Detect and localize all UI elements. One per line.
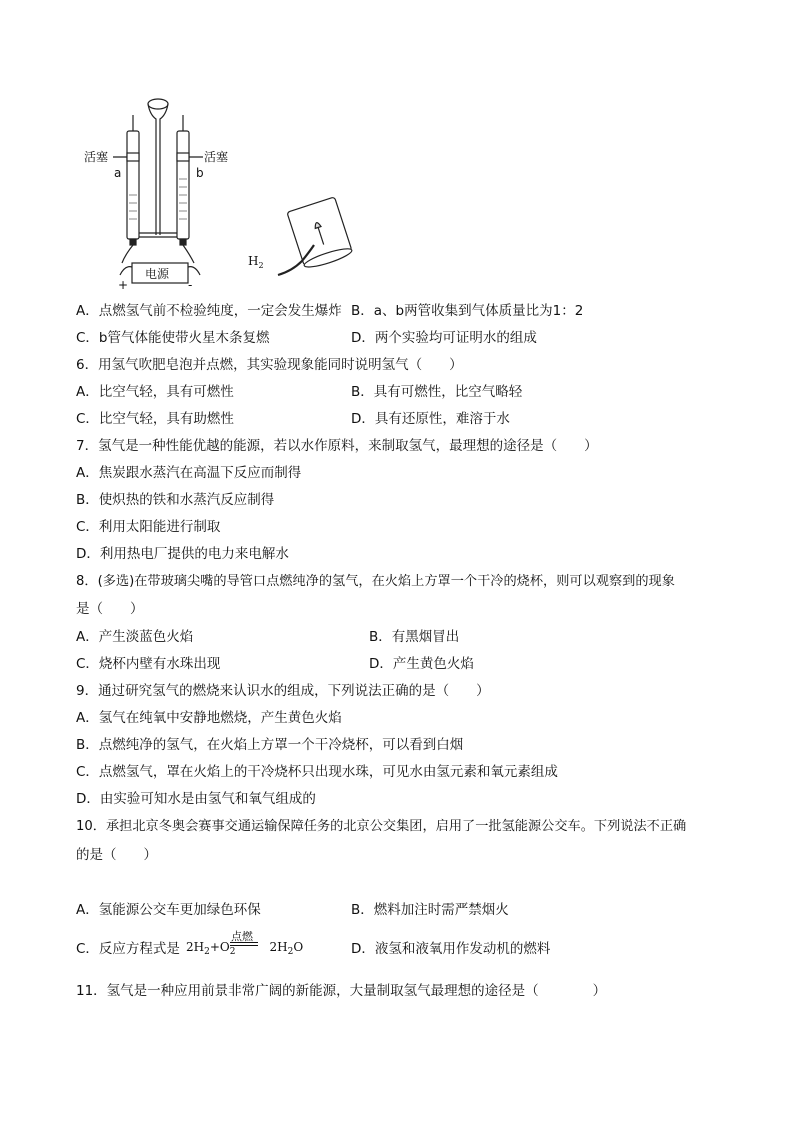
plus-label: + bbox=[118, 278, 129, 292]
valve-label-left: 活塞 bbox=[84, 150, 109, 164]
q5-option-b: B．a、b两管收集到气体质量比为1：2 bbox=[351, 303, 584, 319]
q6-option-b: B．具有可燃性，比空气略轻 bbox=[351, 384, 523, 400]
minus-label: - bbox=[188, 278, 193, 292]
q7-option-d: D．利用热电厂提供的电力来电解水 bbox=[76, 546, 289, 562]
q10-stem-line1: 10．承担北京冬奥会赛事交通运输保障任务的北京公交集团，启用了一批氢能源公交车。下列说法不正确 bbox=[76, 819, 687, 834]
h2-label: $H_2$ bbox=[248, 254, 264, 270]
q8-stem-line2: 是（ ） bbox=[76, 601, 144, 617]
q11-stem: 11．氢气是一种应用前景非常广阔的新能源，大量制取氢气最理想的途径是（ ） bbox=[76, 983, 607, 999]
q6-stem: 6．用氢气吹肥皂泡并点燃，其实验现象能同时说明氢气（ ） bbox=[76, 357, 463, 373]
q5-option-c: C．b管气体能使带火星木条复燃 bbox=[76, 330, 270, 346]
q8-option-b: B．有黑烟冒出 bbox=[369, 629, 460, 645]
power-label: 电源 bbox=[145, 267, 170, 281]
q7-option-a: A．焦炭跟水蒸汽在高温下反应而制得 bbox=[76, 465, 302, 481]
q9-option-b: B．点燃纯净的氢气，在火焰上方罩一个干冷烧杯，可以看到白烟 bbox=[76, 737, 464, 753]
q7-option-b: B．使炽热的铁和水蒸汽反应制得 bbox=[76, 492, 275, 508]
valve-label-right: 活塞 bbox=[204, 150, 229, 164]
q5-option-d: D．两个实验均可证明水的组成 bbox=[351, 330, 537, 346]
q10-option-c-prefix: C．反应方程式是 bbox=[76, 941, 180, 957]
q10-equation: $2H_2+O_2$ $2H_2O$ 点燃 bbox=[186, 930, 304, 957]
q8-stem-line1: 8．(多选)在带玻璃尖嘴的导管口点燃纯净的氢气，在火焰上方罩一个干冷的烧杯，则可以观察到的现象 bbox=[76, 574, 675, 589]
q6-option-c: C．比空气轻，具有助燃性 bbox=[76, 411, 234, 427]
q10-stem-line2: 的是（ ） bbox=[76, 847, 157, 863]
q8-option-c: C．烧杯内壁有水珠出现 bbox=[76, 656, 221, 672]
electrolysis-figure bbox=[70, 95, 360, 295]
q7-option-c: C．利用太阳能进行制取 bbox=[76, 519, 221, 535]
equation-condition: 点燃 bbox=[231, 930, 253, 943]
q5-option-a: A．点燃氢气前不检验纯度，一定会发生爆炸 bbox=[76, 303, 342, 319]
q9-option-c: C．点燃氢气，罩在火焰上的干冷烧杯只出现水珠，可见水由氢元素和氧元素组成 bbox=[76, 764, 558, 780]
q10-option-b: B．燃料加注时需严禁烟火 bbox=[351, 902, 509, 918]
q9-stem: 9．通过研究氢气的燃烧来认识水的组成，下列说法正确的是（ ） bbox=[76, 683, 490, 699]
equation-equals-bar bbox=[230, 942, 258, 946]
q10-option-d: D．液氢和液氧用作发动机的燃料 bbox=[351, 941, 551, 957]
tube-label-a: a bbox=[114, 166, 122, 180]
q8-option-d: D．产生黄色火焰 bbox=[369, 656, 474, 672]
tube-label-b: b bbox=[196, 166, 204, 180]
q7-stem: 7．氢气是一种性能优越的能源，若以水作原料，来制取氢气，最理想的途径是（ ） bbox=[76, 438, 598, 454]
q9-option-d: D．由实验可知水是由氢气和氧气组成的 bbox=[76, 791, 316, 807]
q9-option-a: A．氢气在纯氧中安静地燃烧，产生黄色火焰 bbox=[76, 710, 342, 726]
q8-option-a: A．产生淡蓝色火焰 bbox=[76, 629, 194, 645]
q6-option-a: A．比空气轻，具有可燃性 bbox=[76, 384, 234, 400]
q6-option-d: D．具有还原性，难溶于水 bbox=[351, 411, 510, 427]
q10-option-a: A．氢能源公交车更加绿色环保 bbox=[76, 902, 261, 918]
